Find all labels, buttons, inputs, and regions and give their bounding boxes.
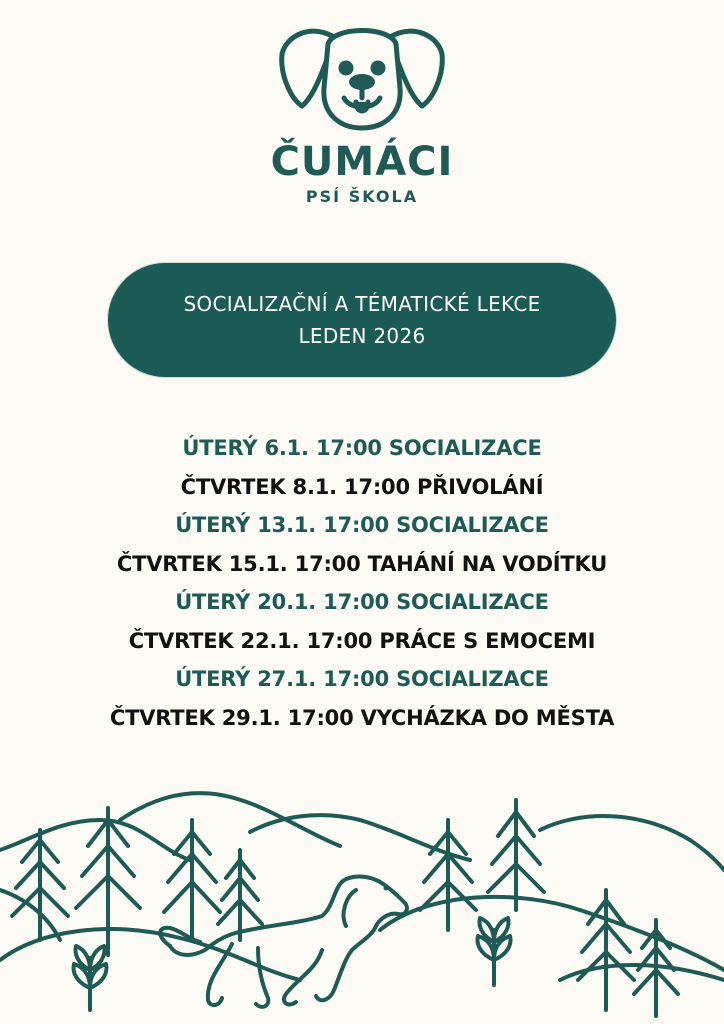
banner-title: SOCIALIZAČNÍ A TÉMATICKÉ LEKCE [183, 292, 541, 316]
pine-tree-icon [488, 800, 544, 910]
pine-tree-icon [164, 820, 220, 940]
hill-line [540, 816, 724, 870]
schedule-item: ÚTERÝ 6.1. 17:00 SOCIALIZACE [182, 436, 542, 460]
pine-tree-icon [76, 808, 140, 955]
walking-dog-icon [160, 877, 407, 1007]
schedule-item: ČTVRTEK 29.1. 17:00 VYCHÁZKA DO MĚSTA [109, 705, 615, 730]
pine-tree-icon [578, 890, 634, 1010]
hill-line [250, 815, 470, 860]
banner-month: LEDEN 2026 [298, 324, 426, 348]
schedule-item: ČTVRTEK 22.1. 17:00 PRÁCE S EMOCEMI [128, 628, 596, 653]
hill-line [0, 929, 300, 980]
plant-icon [478, 918, 511, 985]
schedule-item: ÚTERÝ 13.1. 17:00 SOCIALIZACE [175, 513, 549, 537]
schedule-item: ÚTERÝ 27.1. 17:00 SOCIALIZACE [175, 667, 549, 691]
schedule-item: ČTVRTEK 15.1. 17:00 TAHÁNÍ NA VODÍTKU [116, 551, 608, 576]
forest-dog-illustration [0, 780, 724, 1024]
hill-line [380, 897, 724, 970]
schedule-item: ÚTERÝ 20.1. 17:00 SOCIALIZACE [175, 590, 549, 614]
pine-tree-icon [12, 830, 68, 940]
dog-face-icon [276, 18, 448, 134]
schedule-list [0, 429, 724, 737]
pine-tree-icon [420, 820, 476, 930]
schedule-item: ČTVRTEK 8.1. 17:00 PŘIVOLÁNÍ [180, 474, 544, 499]
lessons-banner [108, 263, 616, 377]
pine-tree-icon [218, 850, 262, 940]
plant-icon [74, 946, 107, 1010]
brand-name: ČUMÁCI [270, 139, 454, 185]
pine-tree-icon [634, 920, 678, 1016]
brand-subtitle: PSÍ ŠKOLA [305, 187, 419, 206]
